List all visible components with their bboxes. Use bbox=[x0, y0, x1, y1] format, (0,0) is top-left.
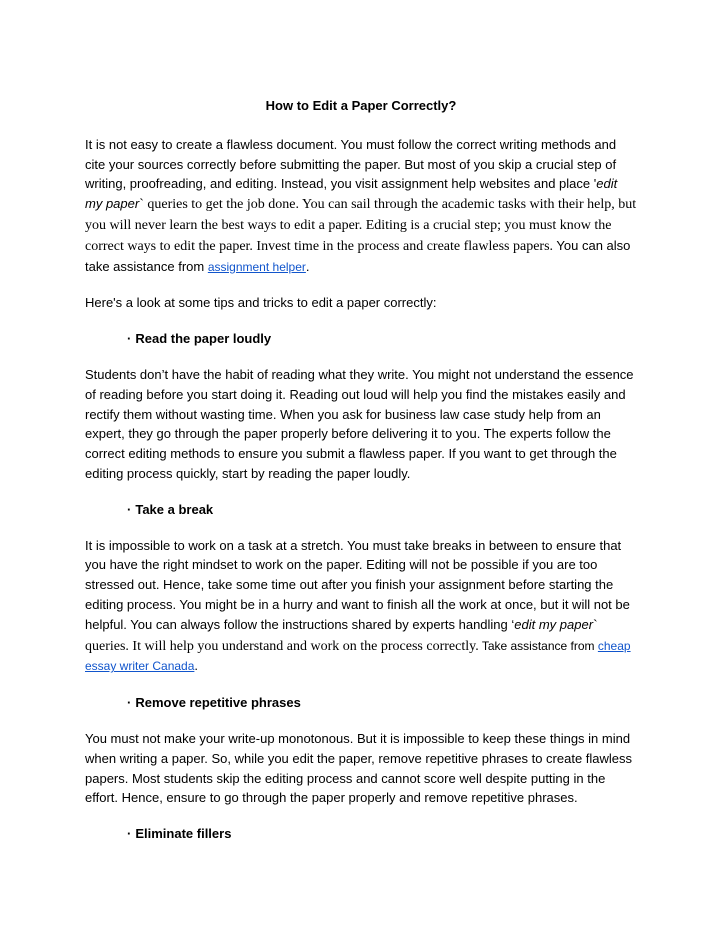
bullet-icon: · bbox=[127, 501, 132, 517]
take-break-assist-text: Take assistance from bbox=[478, 638, 598, 653]
intro-period: . bbox=[305, 258, 310, 274]
section-body-take-break bbox=[85, 536, 637, 678]
section-heading-fillers bbox=[85, 824, 637, 844]
intro-serif-text: ` queries to get the job done. You can sail through the academic tasks with their help, but you will never learn the best ways to edit a paper. Editing is a crucial step; you must know the correct ways to edit the paper. Invest time in the process and create flawless papers. bbox=[85, 197, 637, 254]
section-heading-read-loudly bbox=[85, 329, 637, 349]
cheap-essay-writer-link[interactable]: cheap essay writer Canada bbox=[85, 638, 631, 674]
bullet-icon: · bbox=[127, 331, 132, 347]
heading-label: Remove repetitive phrases bbox=[135, 695, 301, 711]
document-page bbox=[85, 96, 637, 860]
intro-paragraph bbox=[85, 135, 637, 278]
take-break-period: . bbox=[194, 658, 199, 674]
take-break-text: It is impossible to work on a task at a stretch. You must take breaks in between to ensure that you have the right mindset to work on the paper. Editing will not be possible if you are too stressed out. Hence, take some time out after you finish your assignment before starting the editing process. You might be in a hurry and want to finish all the work at once, but it will not be helpful. You can always follow the instructions shared by experts handling ‘ bbox=[85, 537, 630, 632]
take-break-emphasis: edit my paper bbox=[514, 616, 594, 632]
heading-label: Eliminate fillers bbox=[135, 826, 232, 842]
take-break-serif-text: ` queries. It will help you understand and work on the process correctly. bbox=[85, 617, 598, 654]
heading-label: Take a break bbox=[135, 501, 214, 517]
tips-intro-paragraph: Here's a look at some tips and tricks to edit a paper correctly: bbox=[85, 295, 437, 311]
intro-emphasis: edit my paper bbox=[85, 176, 618, 212]
heading-label: Read the paper loudly bbox=[135, 331, 272, 347]
document-title: How to Edit a Paper Correctly? bbox=[265, 98, 457, 113]
section-body-repetitive: You must not make your write-up monotonous. But it is impossible to keep these things in mind when writing a paper. So, while you edit the paper, remove repetitive phrases to create flawless papers. Most students skip the editing process and cannot score well despite putting in the effort. Hence, ensure to go through the paper properly and remove repetitive phrases. bbox=[85, 730, 633, 806]
section-heading-take-break bbox=[85, 500, 637, 520]
section-body-read-loudly: Students don’t have the habit of reading what they write. You might not understand the essence of reading before you start doing it. Reading out loud will help you find the mistakes easily and rectify them without wasting time. When you ask for business law case study help from an expert, they go through the paper properly before delivering it to you. The experts follow the correct editing methods to ensure you submit a flawless paper. If you want to get through the editing process quickly, start by reading the paper loudly. bbox=[85, 366, 634, 481]
bullet-icon: · bbox=[127, 826, 132, 842]
section-heading-repetitive bbox=[85, 693, 637, 713]
bullet-icon: · bbox=[127, 695, 132, 711]
intro-text: It is not easy to create a flawless document. You must follow the correct writing methods and cite your sources correctly before submitting the paper. But most of you skip a crucial step of writing, proofreading, and editing. Instead, you visit assignment help websites and place ' bbox=[85, 136, 617, 192]
intro-text-continued: You can also take assistance from bbox=[85, 237, 631, 274]
assignment-helper-link[interactable]: assignment helper bbox=[207, 259, 306, 274]
